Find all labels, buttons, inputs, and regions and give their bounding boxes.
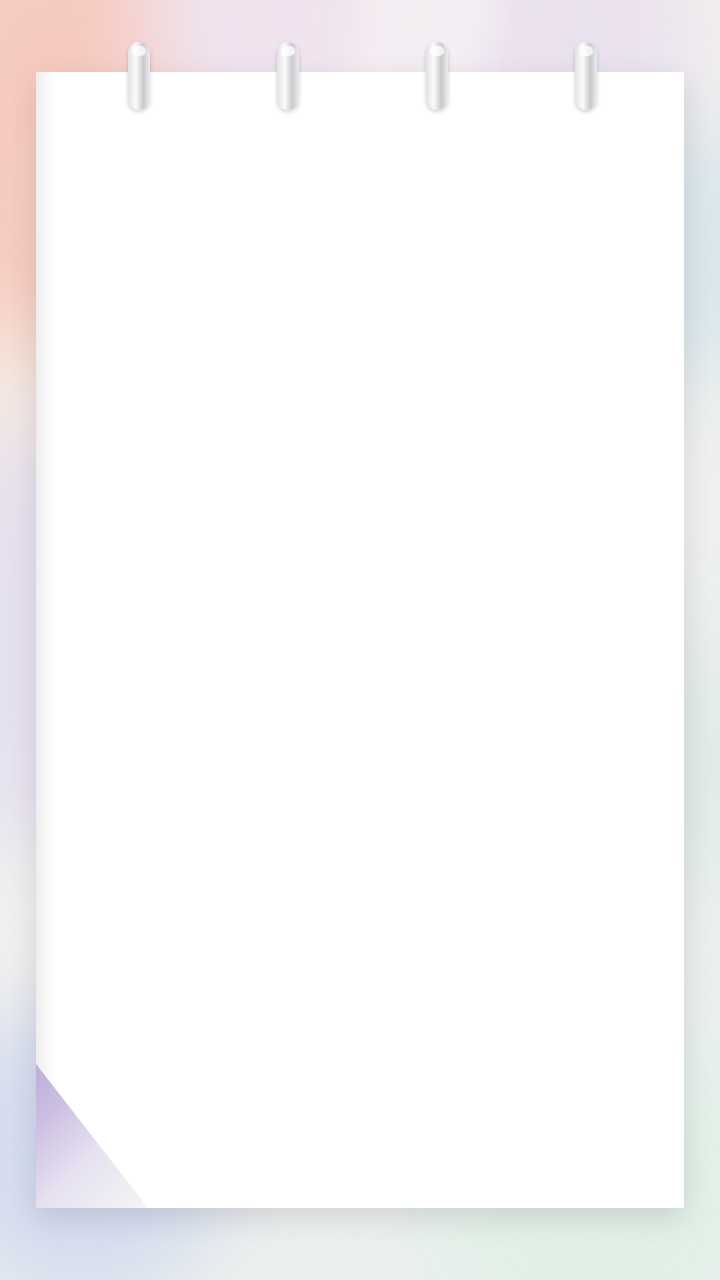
spiral-ring-icon xyxy=(128,42,150,110)
notepad-paper xyxy=(36,72,684,1208)
spiral-ring-icon xyxy=(277,42,299,110)
spiral-ring-icon xyxy=(426,42,448,110)
spiral-ring-icon xyxy=(575,42,597,110)
